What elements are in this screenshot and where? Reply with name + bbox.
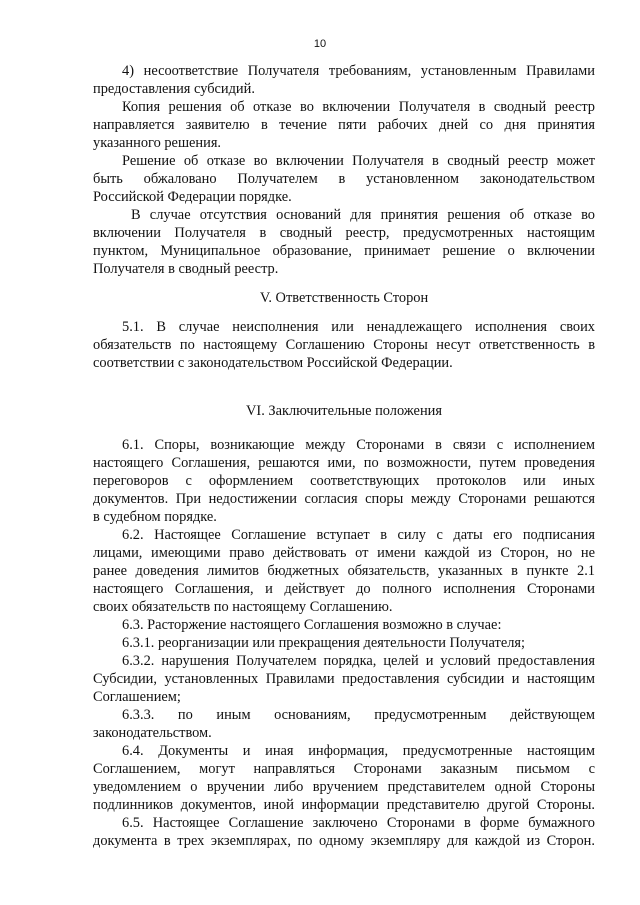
page-number: 10 (313, 38, 327, 50)
text-line: Получателя в сводный реестр. (93, 261, 279, 277)
text-line: Российской Федерации порядке. (93, 189, 292, 205)
text-line: 6.3.1. реорганизации или прекращения деятельности Получателя; (122, 635, 526, 651)
text-line: документа в трех экземплярах, по одному экземпляру для каждой из Сторон. (93, 833, 595, 849)
text-line: обязательств по настоящему Соглашению Стороны несут ответственность в (93, 337, 595, 353)
text-line: своих обязательств по настоящему Соглашению. (93, 599, 393, 615)
text-line: указанного решения. (93, 135, 222, 151)
text-line: документов. При недостижении согласия споры между Сторонами решаются (93, 491, 595, 507)
text-line: подлинников документов, иной информации представителю другой Стороны. (93, 797, 595, 813)
text-line: 4) несоответствие Получателя требованиям, установленным Правилами (122, 63, 595, 79)
text-line: Решение об отказе во включении Получателя в сводный реестр может (122, 153, 595, 169)
text-line: В случае отсутствия оснований для принятия решения об отказе во (131, 207, 595, 223)
section-heading: VI. Заключительные положения (246, 403, 442, 419)
text-line: 6.3.2. нарушения Получателем порядка, целей и условий предоставления (122, 653, 595, 669)
text-line: в судебном порядке. (93, 509, 217, 525)
text-line: включении Получателя в сводный реестр, предусмотренных настоящим (93, 225, 595, 241)
text-line: уведомлением о вручении либо вручением представителем одной Стороны (93, 779, 595, 795)
text-line: 6.4. Документы и иная информация, предусмотренные настоящим (122, 743, 595, 759)
text-line: лицами, имеющими право действовать от имени каждой из Сторон, но не (93, 545, 595, 561)
text-line: ранее доведения лимитов бюджетных обязательств, указанных в пункте 2.1 (93, 563, 595, 579)
text-line: настоящего Соглашения, и действует до полного исполнения Сторонами (93, 581, 595, 597)
text-line: соответствии с законодательством Российской Федерации. (93, 355, 453, 371)
text-line: 5.1. В случае неисполнения или ненадлежащего исполнения своих (122, 319, 595, 335)
text-line: 6.2. Настоящее Соглашение вступает в силу с даты его подписания (122, 527, 595, 543)
text-line: переговоров с оформлением соответствующих протоколов или иных (93, 473, 595, 489)
section-heading: V. Ответственность Сторон (259, 290, 429, 306)
text-line: Соглашением, могут направляться Сторонами заказным письмом с (93, 761, 595, 777)
text-line: быть обжаловано Получателем в установленном законодательством (93, 171, 595, 187)
text-line: Субсидии, установленных Правилами предоставления субсидии и настоящим (93, 671, 595, 687)
text-line: Соглашением; (93, 689, 181, 705)
text-line: 6.5. Настоящее Соглашение заключено Сторонами в форме бумажного (122, 815, 595, 831)
text-line: 6.3.3. по иным основаниям, предусмотренным действующем (122, 707, 595, 723)
text-line: предоставления субсидий. (93, 81, 255, 97)
text-line: 6.1. Споры, возникающие между Сторонами в связи с исполнением (122, 437, 595, 453)
text-line: направляется заявителю в течение пяти рабочих дней со дня принятия (93, 117, 595, 133)
text-line: 6.3. Расторжение настоящего Соглашения возможно в случае: (122, 617, 502, 633)
text-line: Копия решения об отказе во включении Получателя в сводный реестр (122, 99, 595, 115)
text-line: законодательством. (93, 725, 212, 741)
text-line: пунктом, Муниципальное образование, принимает решение о включении (93, 243, 595, 259)
text-line: настоящего Соглашения, решаются ими, по возможности, путем проведения (93, 455, 595, 471)
